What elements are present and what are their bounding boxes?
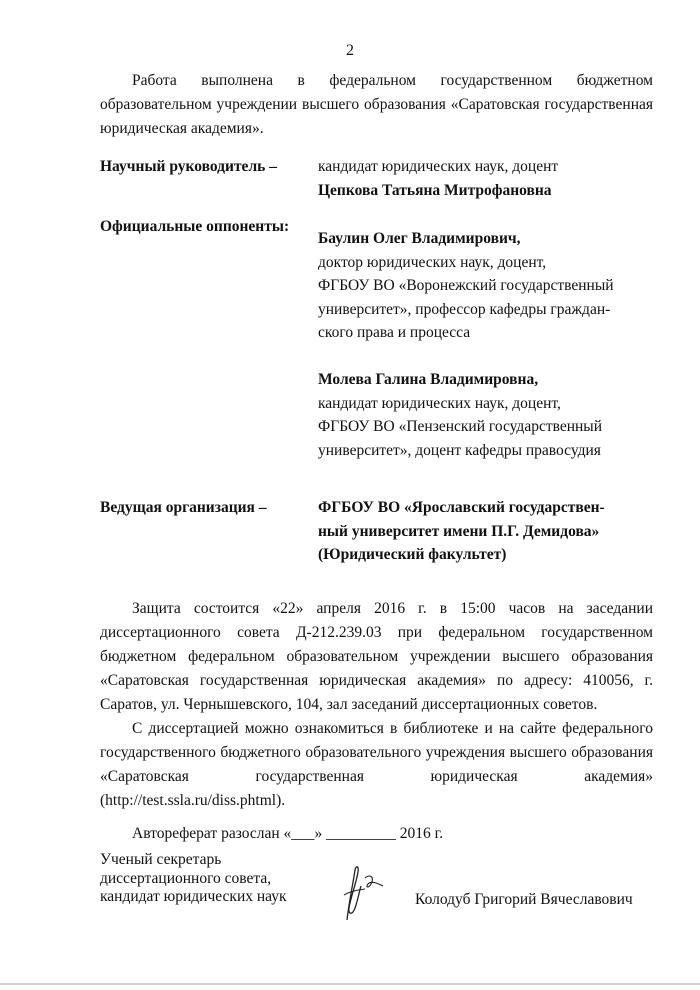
supervisor-name: Цепкова Татьяна Митрофановна xyxy=(318,181,552,199)
opponent-2-line3: университет», доцент кафедры правосудия xyxy=(318,441,601,459)
intro-text: Работа выполнена в федеральном государственном бюджетном образовательном учреждении высшего образования «Саратовская государственная юридическая академия». xyxy=(100,72,653,137)
opponent-2-details xyxy=(318,368,653,462)
opponent-2-line2: ФГБОУ ВО «Пензенский государственный xyxy=(318,418,603,435)
opponent-1-line2: ФГБОУ ВО «Воронежский государственный xyxy=(318,277,614,294)
opponent-1-line1: доктор юридических наук, доцент, xyxy=(318,253,547,271)
page-number: 2 xyxy=(346,42,354,59)
library-paragraph: С диссертацией можно ознакомиться в библиотеке и на сайте федерального государственного бюджетного образовательного учреждения высшего образования «Саратовская государственная юридическая академия» (http://test.ssla.ru/diss.phtml). xyxy=(100,720,653,809)
lead-org-line2: ный университет имени П.Г. Демидова» xyxy=(318,522,600,540)
lead-org-label: Ведущая организация – xyxy=(100,499,267,516)
opponent-2-name: Молева Галина Владимировна, xyxy=(318,371,539,388)
lead-org-details xyxy=(318,496,653,567)
opponent-2-line1: кандидат юридических наук, доцент, xyxy=(318,394,561,412)
opponent-1-name: Баулин Олег Владимирович, xyxy=(318,230,521,247)
secretary-name: Колодуб Григорий Вячеславович xyxy=(415,891,633,908)
lead-org-line3: (Юридический факультет) xyxy=(318,546,507,563)
opponents-label: Официальные оппоненты: xyxy=(100,218,290,235)
sent-paragraph: Автореферат разослан «___» _________ 2016 г. xyxy=(132,825,444,842)
opponent-1-line3: университет», профессор кафедры граждан- xyxy=(318,300,611,318)
secretary-degree: кандидат юридических наук xyxy=(100,888,287,905)
opponent-1-details xyxy=(318,227,653,345)
supervisor-details xyxy=(318,155,653,202)
signature-image xyxy=(335,862,395,924)
body-section xyxy=(100,597,653,846)
scan-edge-divider xyxy=(0,983,700,985)
supervisor-degree: кандидат юридических наук, доцент xyxy=(318,158,559,175)
secretary-block xyxy=(100,851,287,907)
intro-paragraph xyxy=(100,69,653,141)
secretary-council: диссертационного совета, xyxy=(100,869,272,887)
lead-org-line1: ФГБОУ ВО «Ярославский государствен- xyxy=(318,499,605,516)
opponent-1-line4: ского права и процесса xyxy=(318,324,471,341)
supervisor-label: Научный руководитель – xyxy=(100,158,277,175)
secretary-title: Ученый секретарь xyxy=(100,851,222,868)
defense-paragraph: Защита состоится «22» апреля 2016 г. в 15:00 часов на заседании диссертационного совета Д-212.239.03 при федеральном государственном бюджетном федеральном образовательном учреждении высшего образования «Саратовская государственная юридическая академия» по адресу: 410056, г. Саратов, ул. Чернышевского, 104, зал заседаний диссертационных советов. xyxy=(100,600,653,713)
